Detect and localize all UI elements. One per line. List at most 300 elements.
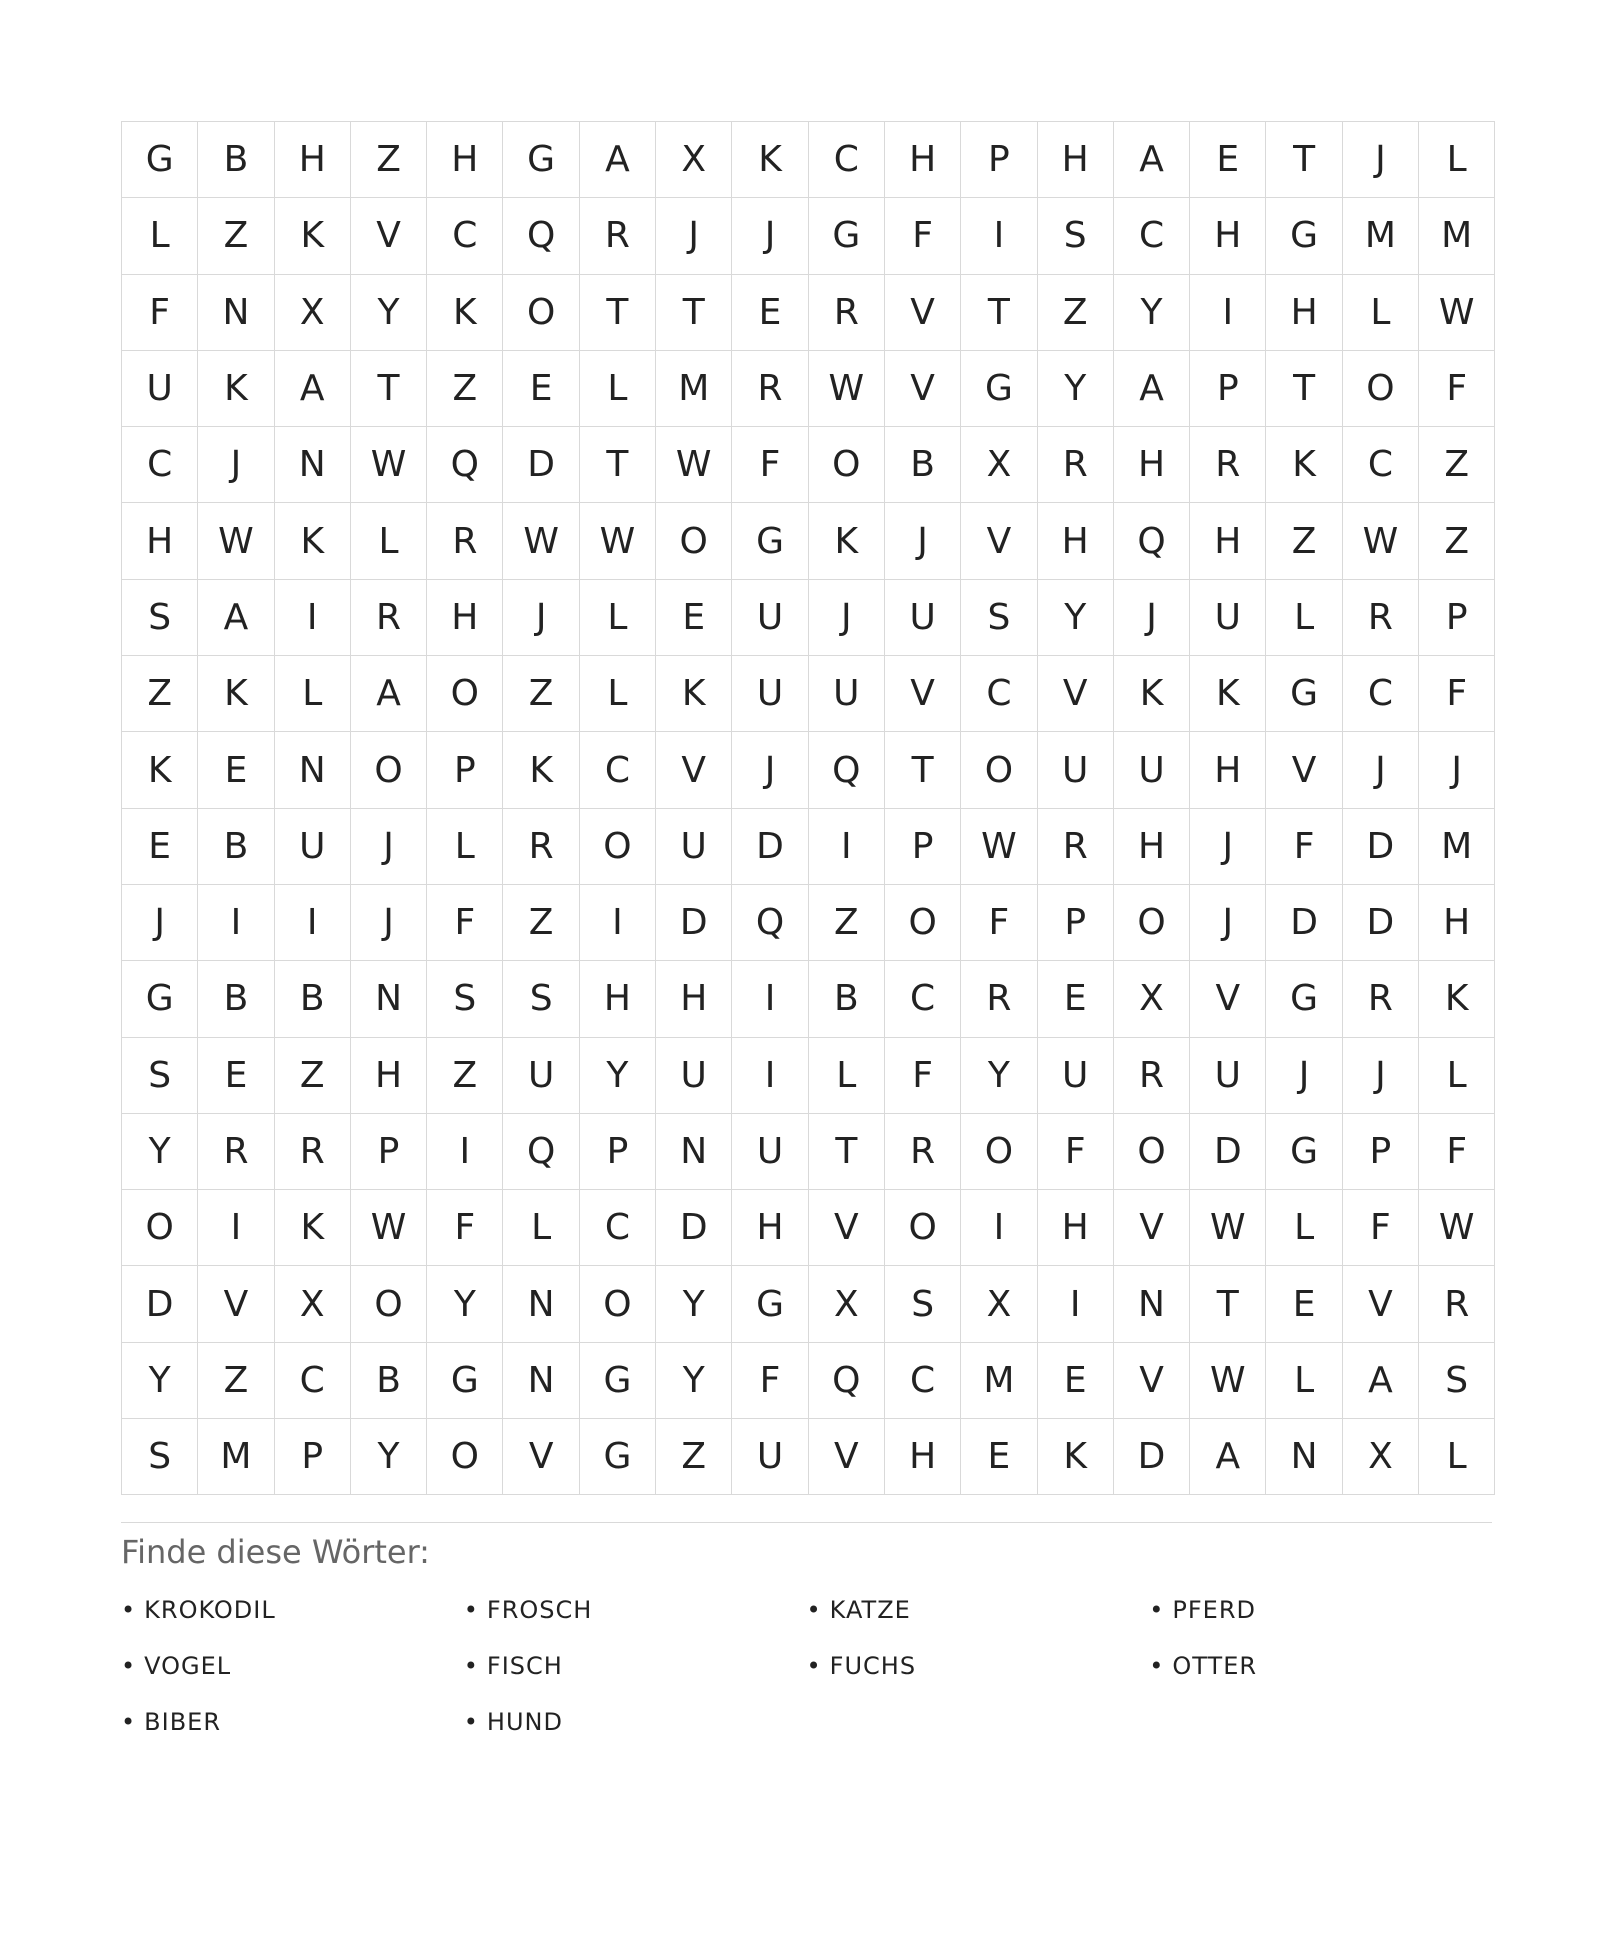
grid-cell[interactable]: W bbox=[1419, 1190, 1495, 1266]
grid-cell[interactable]: H bbox=[427, 122, 503, 198]
grid-cell[interactable]: P bbox=[1190, 351, 1266, 427]
grid-cell[interactable]: H bbox=[1038, 1190, 1114, 1266]
grid-cell[interactable]: U bbox=[732, 1419, 808, 1495]
grid-cell[interactable]: E bbox=[961, 1419, 1037, 1495]
grid-cell[interactable]: M bbox=[198, 1419, 274, 1495]
grid-cell[interactable]: X bbox=[656, 122, 732, 198]
grid-cell[interactable]: L bbox=[351, 503, 427, 579]
grid-cell[interactable]: U bbox=[732, 1114, 808, 1190]
grid-cell[interactable]: N bbox=[1114, 1266, 1190, 1342]
grid-cell[interactable]: N bbox=[503, 1266, 579, 1342]
grid-cell[interactable]: I bbox=[809, 809, 885, 885]
grid-cell[interactable]: L bbox=[1266, 1343, 1342, 1419]
grid-cell[interactable]: D bbox=[1190, 1114, 1266, 1190]
grid-cell[interactable]: Z bbox=[1038, 275, 1114, 351]
grid-cell[interactable]: N bbox=[275, 427, 351, 503]
grid-cell[interactable]: U bbox=[656, 809, 732, 885]
grid-cell[interactable]: W bbox=[1419, 275, 1495, 351]
grid-cell[interactable]: I bbox=[961, 198, 1037, 274]
grid-cell[interactable]: G bbox=[1266, 656, 1342, 732]
grid-cell[interactable]: D bbox=[656, 885, 732, 961]
grid-cell[interactable]: H bbox=[580, 961, 656, 1037]
grid-cell[interactable]: H bbox=[1190, 198, 1266, 274]
grid-cell[interactable]: F bbox=[1419, 1114, 1495, 1190]
grid-cell[interactable]: O bbox=[961, 732, 1037, 808]
grid-cell[interactable]: Y bbox=[580, 1038, 656, 1114]
grid-cell[interactable]: M bbox=[1419, 198, 1495, 274]
grid-cell[interactable]: P bbox=[427, 732, 503, 808]
grid-cell[interactable]: H bbox=[885, 122, 961, 198]
grid-cell[interactable]: F bbox=[732, 1343, 808, 1419]
grid-cell[interactable]: Z bbox=[275, 1038, 351, 1114]
grid-cell[interactable]: U bbox=[656, 1038, 732, 1114]
grid-cell[interactable]: E bbox=[1038, 1343, 1114, 1419]
grid-cell[interactable]: D bbox=[503, 427, 579, 503]
grid-cell[interactable]: G bbox=[732, 503, 808, 579]
grid-cell[interactable]: N bbox=[198, 275, 274, 351]
grid-cell[interactable]: U bbox=[1038, 1038, 1114, 1114]
grid-cell[interactable]: N bbox=[351, 961, 427, 1037]
grid-cell[interactable]: C bbox=[427, 198, 503, 274]
grid-cell[interactable]: U bbox=[809, 656, 885, 732]
grid-cell[interactable]: J bbox=[1190, 809, 1266, 885]
grid-cell[interactable]: W bbox=[580, 503, 656, 579]
grid-cell[interactable]: Y bbox=[122, 1114, 198, 1190]
grid-cell[interactable]: O bbox=[656, 503, 732, 579]
grid-cell[interactable]: L bbox=[427, 809, 503, 885]
grid-cell[interactable]: Z bbox=[1266, 503, 1342, 579]
grid-cell[interactable]: R bbox=[275, 1114, 351, 1190]
grid-cell[interactable]: Z bbox=[427, 1038, 503, 1114]
grid-cell[interactable]: W bbox=[809, 351, 885, 427]
grid-cell[interactable]: M bbox=[961, 1343, 1037, 1419]
grid-cell[interactable]: O bbox=[961, 1114, 1037, 1190]
grid-cell[interactable]: D bbox=[1343, 885, 1419, 961]
grid-cell[interactable]: U bbox=[1114, 732, 1190, 808]
grid-cell[interactable]: R bbox=[1114, 1038, 1190, 1114]
grid-cell[interactable]: E bbox=[732, 275, 808, 351]
grid-cell[interactable]: Z bbox=[1419, 503, 1495, 579]
grid-cell[interactable]: L bbox=[1419, 1038, 1495, 1114]
grid-cell[interactable]: O bbox=[503, 275, 579, 351]
grid-cell[interactable]: R bbox=[1343, 580, 1419, 656]
grid-cell[interactable]: U bbox=[885, 580, 961, 656]
grid-cell[interactable]: O bbox=[122, 1190, 198, 1266]
grid-cell[interactable]: K bbox=[275, 198, 351, 274]
grid-cell[interactable]: J bbox=[122, 885, 198, 961]
grid-cell[interactable]: V bbox=[656, 732, 732, 808]
grid-cell[interactable]: U bbox=[1038, 732, 1114, 808]
grid-cell[interactable]: A bbox=[1190, 1419, 1266, 1495]
grid-cell[interactable]: Z bbox=[351, 122, 427, 198]
grid-cell[interactable]: E bbox=[198, 732, 274, 808]
grid-cell[interactable]: V bbox=[1343, 1266, 1419, 1342]
grid-cell[interactable]: I bbox=[275, 885, 351, 961]
grid-cell[interactable]: O bbox=[1114, 1114, 1190, 1190]
grid-cell[interactable]: N bbox=[1266, 1419, 1342, 1495]
grid-cell[interactable]: S bbox=[122, 1038, 198, 1114]
grid-cell[interactable]: T bbox=[1266, 122, 1342, 198]
grid-cell[interactable]: H bbox=[1190, 732, 1266, 808]
grid-cell[interactable]: L bbox=[1266, 1190, 1342, 1266]
grid-cell[interactable]: E bbox=[656, 580, 732, 656]
grid-cell[interactable]: U bbox=[122, 351, 198, 427]
grid-cell[interactable]: C bbox=[961, 656, 1037, 732]
grid-cell[interactable]: Y bbox=[656, 1343, 732, 1419]
grid-cell[interactable]: A bbox=[1343, 1343, 1419, 1419]
grid-cell[interactable]: T bbox=[885, 732, 961, 808]
grid-cell[interactable]: F bbox=[885, 1038, 961, 1114]
grid-cell[interactable]: F bbox=[1343, 1190, 1419, 1266]
grid-cell[interactable]: V bbox=[1114, 1343, 1190, 1419]
grid-cell[interactable]: B bbox=[275, 961, 351, 1037]
grid-cell[interactable]: T bbox=[656, 275, 732, 351]
grid-cell[interactable]: H bbox=[1114, 427, 1190, 503]
grid-cell[interactable]: V bbox=[885, 351, 961, 427]
grid-cell[interactable]: W bbox=[656, 427, 732, 503]
grid-cell[interactable]: Z bbox=[809, 885, 885, 961]
grid-cell[interactable]: R bbox=[427, 503, 503, 579]
grid-cell[interactable]: V bbox=[1190, 961, 1266, 1037]
grid-cell[interactable]: X bbox=[1343, 1419, 1419, 1495]
grid-cell[interactable]: A bbox=[198, 580, 274, 656]
grid-cell[interactable]: Y bbox=[122, 1343, 198, 1419]
grid-cell[interactable]: W bbox=[198, 503, 274, 579]
grid-cell[interactable]: S bbox=[122, 1419, 198, 1495]
grid-cell[interactable]: F bbox=[732, 427, 808, 503]
grid-cell[interactable]: U bbox=[732, 580, 808, 656]
grid-cell[interactable]: V bbox=[351, 198, 427, 274]
grid-cell[interactable]: P bbox=[961, 122, 1037, 198]
grid-cell[interactable]: V bbox=[885, 275, 961, 351]
grid-cell[interactable]: C bbox=[1343, 656, 1419, 732]
grid-cell[interactable]: O bbox=[427, 656, 503, 732]
grid-cell[interactable]: W bbox=[1343, 503, 1419, 579]
grid-cell[interactable]: P bbox=[275, 1419, 351, 1495]
grid-cell[interactable]: Q bbox=[809, 732, 885, 808]
grid-cell[interactable]: N bbox=[275, 732, 351, 808]
grid-cell[interactable]: W bbox=[1190, 1343, 1266, 1419]
grid-cell[interactable]: H bbox=[656, 961, 732, 1037]
grid-cell[interactable]: X bbox=[961, 1266, 1037, 1342]
grid-cell[interactable]: J bbox=[1343, 1038, 1419, 1114]
grid-cell[interactable]: I bbox=[198, 1190, 274, 1266]
grid-cell[interactable]: P bbox=[1419, 580, 1495, 656]
grid-cell[interactable]: I bbox=[1038, 1266, 1114, 1342]
grid-cell[interactable]: C bbox=[580, 732, 656, 808]
grid-cell[interactable]: L bbox=[1266, 580, 1342, 656]
grid-cell[interactable]: K bbox=[656, 656, 732, 732]
grid-cell[interactable]: B bbox=[885, 427, 961, 503]
grid-cell[interactable]: Y bbox=[656, 1266, 732, 1342]
grid-cell[interactable]: S bbox=[503, 961, 579, 1037]
grid-cell[interactable]: O bbox=[580, 809, 656, 885]
grid-cell[interactable]: O bbox=[351, 1266, 427, 1342]
grid-cell[interactable]: J bbox=[351, 809, 427, 885]
grid-cell[interactable]: C bbox=[885, 1343, 961, 1419]
grid-cell[interactable]: Z bbox=[503, 885, 579, 961]
grid-cell[interactable]: D bbox=[656, 1190, 732, 1266]
grid-cell[interactable]: I bbox=[961, 1190, 1037, 1266]
grid-cell[interactable]: H bbox=[1190, 503, 1266, 579]
grid-cell[interactable]: O bbox=[885, 1190, 961, 1266]
grid-cell[interactable]: A bbox=[1114, 351, 1190, 427]
grid-cell[interactable]: H bbox=[1419, 885, 1495, 961]
grid-cell[interactable]: Q bbox=[1114, 503, 1190, 579]
grid-cell[interactable]: G bbox=[1266, 1114, 1342, 1190]
grid-cell[interactable]: G bbox=[122, 961, 198, 1037]
grid-cell[interactable]: K bbox=[1419, 961, 1495, 1037]
grid-cell[interactable]: R bbox=[885, 1114, 961, 1190]
grid-cell[interactable]: V bbox=[503, 1419, 579, 1495]
grid-cell[interactable]: I bbox=[580, 885, 656, 961]
grid-cell[interactable]: A bbox=[1114, 122, 1190, 198]
grid-cell[interactable]: G bbox=[122, 122, 198, 198]
grid-cell[interactable]: F bbox=[1419, 656, 1495, 732]
grid-cell[interactable]: W bbox=[1190, 1190, 1266, 1266]
grid-cell[interactable]: L bbox=[580, 580, 656, 656]
grid-cell[interactable]: C bbox=[1343, 427, 1419, 503]
grid-cell[interactable]: J bbox=[732, 198, 808, 274]
grid-cell[interactable]: T bbox=[809, 1114, 885, 1190]
grid-cell[interactable]: V bbox=[198, 1266, 274, 1342]
grid-cell[interactable]: P bbox=[1343, 1114, 1419, 1190]
grid-cell[interactable]: Y bbox=[961, 1038, 1037, 1114]
grid-cell[interactable]: J bbox=[656, 198, 732, 274]
grid-cell[interactable]: C bbox=[580, 1190, 656, 1266]
grid-cell[interactable]: K bbox=[732, 122, 808, 198]
grid-cell[interactable]: E bbox=[503, 351, 579, 427]
grid-cell[interactable]: T bbox=[961, 275, 1037, 351]
grid-cell[interactable]: G bbox=[732, 1266, 808, 1342]
grid-cell[interactable]: G bbox=[1266, 198, 1342, 274]
grid-cell[interactable]: L bbox=[1419, 122, 1495, 198]
grid-cell[interactable]: O bbox=[885, 885, 961, 961]
grid-cell[interactable]: Y bbox=[1114, 275, 1190, 351]
grid-cell[interactable]: U bbox=[732, 656, 808, 732]
grid-cell[interactable]: X bbox=[275, 1266, 351, 1342]
grid-cell[interactable]: S bbox=[885, 1266, 961, 1342]
grid-cell[interactable]: A bbox=[275, 351, 351, 427]
grid-cell[interactable]: O bbox=[580, 1266, 656, 1342]
grid-cell[interactable]: G bbox=[809, 198, 885, 274]
grid-cell[interactable]: O bbox=[809, 427, 885, 503]
grid-cell[interactable]: K bbox=[809, 503, 885, 579]
grid-cell[interactable]: A bbox=[580, 122, 656, 198]
grid-cell[interactable]: F bbox=[1419, 351, 1495, 427]
grid-cell[interactable]: T bbox=[351, 351, 427, 427]
grid-cell[interactable]: C bbox=[275, 1343, 351, 1419]
grid-cell[interactable]: G bbox=[580, 1419, 656, 1495]
grid-cell[interactable]: K bbox=[122, 732, 198, 808]
grid-cell[interactable]: R bbox=[580, 198, 656, 274]
grid-cell[interactable]: C bbox=[809, 122, 885, 198]
grid-cell[interactable]: J bbox=[885, 503, 961, 579]
grid-cell[interactable]: I bbox=[275, 580, 351, 656]
grid-cell[interactable]: V bbox=[1114, 1190, 1190, 1266]
grid-cell[interactable]: U bbox=[1190, 580, 1266, 656]
grid-cell[interactable]: Q bbox=[503, 198, 579, 274]
grid-cell[interactable]: W bbox=[351, 427, 427, 503]
grid-cell[interactable]: H bbox=[122, 503, 198, 579]
grid-cell[interactable]: K bbox=[503, 732, 579, 808]
grid-cell[interactable]: N bbox=[503, 1343, 579, 1419]
grid-cell[interactable]: X bbox=[809, 1266, 885, 1342]
grid-cell[interactable]: K bbox=[427, 275, 503, 351]
grid-cell[interactable]: J bbox=[1419, 732, 1495, 808]
grid-cell[interactable]: L bbox=[580, 656, 656, 732]
grid-cell[interactable]: J bbox=[809, 580, 885, 656]
grid-cell[interactable]: R bbox=[1419, 1266, 1495, 1342]
grid-cell[interactable]: E bbox=[122, 809, 198, 885]
grid-cell[interactable]: R bbox=[1343, 961, 1419, 1037]
grid-cell[interactable]: Z bbox=[122, 656, 198, 732]
grid-cell[interactable]: J bbox=[1266, 1038, 1342, 1114]
grid-cell[interactable]: E bbox=[198, 1038, 274, 1114]
grid-cell[interactable]: Z bbox=[503, 656, 579, 732]
grid-cell[interactable]: Y bbox=[351, 1419, 427, 1495]
grid-cell[interactable]: U bbox=[275, 809, 351, 885]
grid-cell[interactable]: V bbox=[1266, 732, 1342, 808]
grid-cell[interactable]: Q bbox=[732, 885, 808, 961]
grid-cell[interactable]: V bbox=[1038, 656, 1114, 732]
grid-cell[interactable]: V bbox=[961, 503, 1037, 579]
grid-cell[interactable]: Q bbox=[503, 1114, 579, 1190]
grid-cell[interactable]: R bbox=[503, 809, 579, 885]
grid-cell[interactable]: J bbox=[1190, 885, 1266, 961]
grid-cell[interactable]: M bbox=[656, 351, 732, 427]
grid-cell[interactable]: L bbox=[503, 1190, 579, 1266]
grid-cell[interactable]: H bbox=[1114, 809, 1190, 885]
grid-cell[interactable]: K bbox=[275, 503, 351, 579]
grid-cell[interactable]: H bbox=[732, 1190, 808, 1266]
grid-cell[interactable]: F bbox=[427, 1190, 503, 1266]
grid-cell[interactable]: J bbox=[1114, 580, 1190, 656]
grid-cell[interactable]: Z bbox=[198, 198, 274, 274]
grid-cell[interactable]: P bbox=[351, 1114, 427, 1190]
grid-cell[interactable]: K bbox=[1266, 427, 1342, 503]
grid-cell[interactable]: E bbox=[1190, 122, 1266, 198]
grid-cell[interactable]: S bbox=[961, 580, 1037, 656]
grid-cell[interactable]: Y bbox=[351, 275, 427, 351]
grid-cell[interactable]: L bbox=[1419, 1419, 1495, 1495]
grid-cell[interactable]: I bbox=[732, 961, 808, 1037]
grid-cell[interactable]: I bbox=[1190, 275, 1266, 351]
grid-cell[interactable]: U bbox=[1190, 1038, 1266, 1114]
grid-cell[interactable]: R bbox=[1038, 427, 1114, 503]
grid-cell[interactable]: H bbox=[885, 1419, 961, 1495]
grid-cell[interactable]: D bbox=[1114, 1419, 1190, 1495]
grid-cell[interactable]: F bbox=[1266, 809, 1342, 885]
grid-cell[interactable]: D bbox=[122, 1266, 198, 1342]
grid-cell[interactable]: J bbox=[351, 885, 427, 961]
grid-cell[interactable]: N bbox=[656, 1114, 732, 1190]
grid-cell[interactable]: Q bbox=[427, 427, 503, 503]
grid-cell[interactable]: F bbox=[961, 885, 1037, 961]
grid-cell[interactable]: H bbox=[351, 1038, 427, 1114]
grid-cell[interactable]: X bbox=[275, 275, 351, 351]
grid-cell[interactable]: L bbox=[809, 1038, 885, 1114]
grid-cell[interactable]: G bbox=[503, 122, 579, 198]
grid-cell[interactable]: V bbox=[809, 1190, 885, 1266]
grid-cell[interactable]: K bbox=[198, 351, 274, 427]
grid-cell[interactable]: Y bbox=[1038, 351, 1114, 427]
grid-cell[interactable]: G bbox=[1266, 961, 1342, 1037]
grid-cell[interactable]: B bbox=[351, 1343, 427, 1419]
grid-cell[interactable]: Z bbox=[427, 351, 503, 427]
grid-cell[interactable]: F bbox=[427, 885, 503, 961]
grid-cell[interactable]: T bbox=[1266, 351, 1342, 427]
grid-cell[interactable]: L bbox=[1343, 275, 1419, 351]
grid-cell[interactable]: S bbox=[1419, 1343, 1495, 1419]
grid-cell[interactable]: K bbox=[275, 1190, 351, 1266]
grid-cell[interactable]: F bbox=[1038, 1114, 1114, 1190]
grid-cell[interactable]: M bbox=[1419, 809, 1495, 885]
grid-cell[interactable]: G bbox=[427, 1343, 503, 1419]
grid-cell[interactable]: P bbox=[1038, 885, 1114, 961]
grid-cell[interactable]: Y bbox=[427, 1266, 503, 1342]
grid-cell[interactable]: K bbox=[198, 656, 274, 732]
grid-cell[interactable]: K bbox=[1190, 656, 1266, 732]
grid-cell[interactable]: I bbox=[198, 885, 274, 961]
grid-cell[interactable]: R bbox=[809, 275, 885, 351]
grid-cell[interactable]: D bbox=[1343, 809, 1419, 885]
grid-cell[interactable]: K bbox=[1114, 656, 1190, 732]
grid-cell[interactable]: W bbox=[351, 1190, 427, 1266]
grid-cell[interactable]: O bbox=[427, 1419, 503, 1495]
grid-cell[interactable]: T bbox=[580, 275, 656, 351]
grid-cell[interactable]: G bbox=[961, 351, 1037, 427]
grid-cell[interactable]: H bbox=[275, 122, 351, 198]
grid-cell[interactable]: L bbox=[275, 656, 351, 732]
grid-cell[interactable]: S bbox=[1038, 198, 1114, 274]
grid-cell[interactable]: W bbox=[961, 809, 1037, 885]
grid-cell[interactable]: P bbox=[885, 809, 961, 885]
grid-cell[interactable]: L bbox=[580, 351, 656, 427]
grid-cell[interactable]: B bbox=[198, 122, 274, 198]
grid-cell[interactable]: E bbox=[1038, 961, 1114, 1037]
grid-cell[interactable]: J bbox=[503, 580, 579, 656]
grid-cell[interactable]: R bbox=[198, 1114, 274, 1190]
grid-cell[interactable]: R bbox=[1038, 809, 1114, 885]
grid-cell[interactable]: O bbox=[1114, 885, 1190, 961]
grid-cell[interactable]: H bbox=[1038, 503, 1114, 579]
grid-cell[interactable]: W bbox=[503, 503, 579, 579]
grid-cell[interactable]: R bbox=[1190, 427, 1266, 503]
grid-cell[interactable]: J bbox=[732, 732, 808, 808]
grid-cell[interactable]: H bbox=[427, 580, 503, 656]
grid-cell[interactable]: X bbox=[1114, 961, 1190, 1037]
grid-cell[interactable]: I bbox=[427, 1114, 503, 1190]
grid-cell[interactable]: H bbox=[1266, 275, 1342, 351]
grid-cell[interactable]: E bbox=[1266, 1266, 1342, 1342]
grid-cell[interactable]: R bbox=[732, 351, 808, 427]
grid-cell[interactable]: T bbox=[1190, 1266, 1266, 1342]
grid-cell[interactable]: S bbox=[122, 580, 198, 656]
grid-cell[interactable]: B bbox=[809, 961, 885, 1037]
grid-cell[interactable]: L bbox=[122, 198, 198, 274]
grid-cell[interactable]: C bbox=[885, 961, 961, 1037]
grid-cell[interactable]: S bbox=[427, 961, 503, 1037]
grid-cell[interactable]: J bbox=[1343, 732, 1419, 808]
grid-cell[interactable]: R bbox=[961, 961, 1037, 1037]
grid-cell[interactable]: A bbox=[351, 656, 427, 732]
grid-cell[interactable]: F bbox=[122, 275, 198, 351]
grid-cell[interactable]: O bbox=[351, 732, 427, 808]
grid-cell[interactable]: B bbox=[198, 961, 274, 1037]
grid-cell[interactable]: P bbox=[580, 1114, 656, 1190]
grid-cell[interactable]: C bbox=[1114, 198, 1190, 274]
